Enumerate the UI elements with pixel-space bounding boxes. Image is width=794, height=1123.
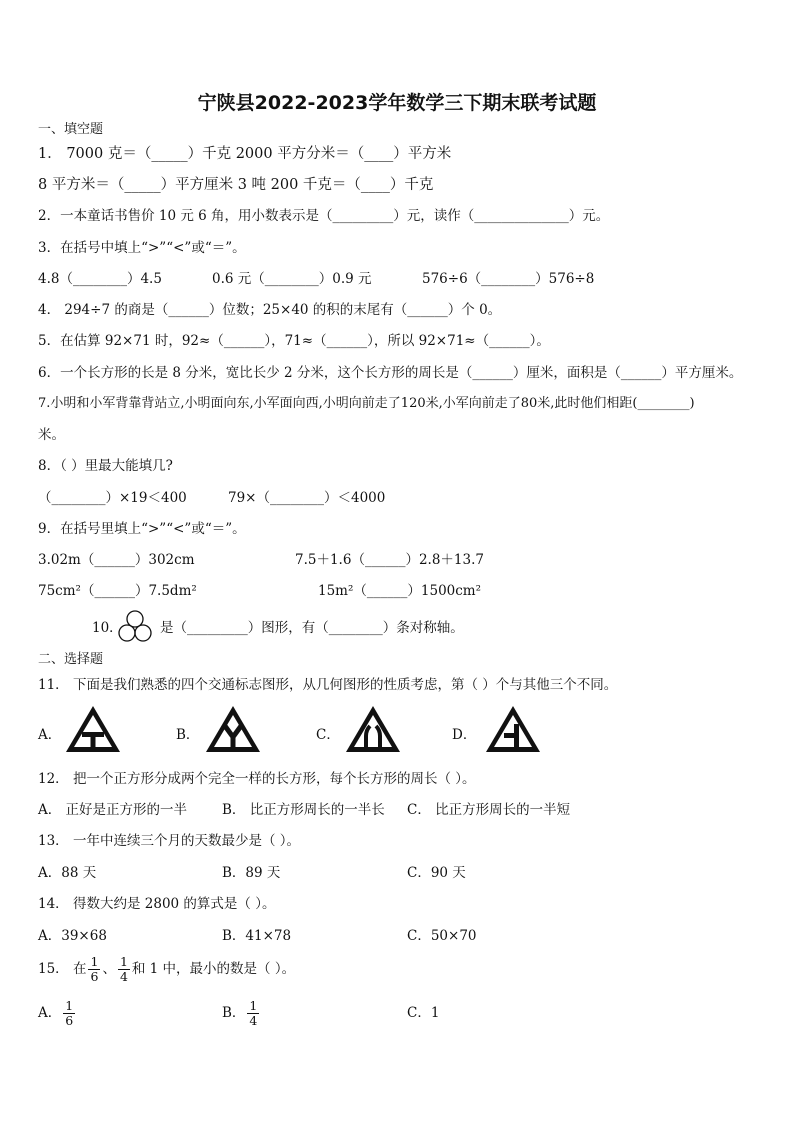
question-9-item: 7.5＋1.6（______）2.8＋13.7 (295, 552, 484, 568)
question-15-suffix: 和 1 中，最小的数是（ ）。 (131, 961, 296, 977)
fraction-one-sixth: $\frac{1}{6}$ (65, 998, 74, 1028)
question-8-item: 79×（________）＜4000 (228, 490, 386, 506)
question-2: 2．一本童话书售价 10 元 6 角，用小数表示是（_________）元，读作（______________）元。 (38, 208, 610, 224)
question-15-prefix: 15． 在 (38, 961, 87, 977)
question-15 (38, 952, 295, 986)
question-11-option-c[interactable]: C． (316, 727, 340, 743)
question-4: 4． 294÷7 的商是（______）位数；25×40 的积的末尾有（______）个 0。 (38, 302, 502, 318)
question-15-separator: 、 (102, 961, 116, 977)
question-3-item: 576÷6（________）576÷8 (422, 271, 595, 287)
page-title: 宁陕县2022-2023学年数学三下期末联考试题 (197, 92, 597, 114)
question-9: 9．在括号里填上“>”“<”或“＝”。 (38, 521, 246, 537)
fraction-one-fourth: $\frac{1}{4}$ (249, 998, 258, 1028)
question-11-option-b[interactable]: B． (176, 727, 200, 743)
three-circles-figure (117, 609, 153, 645)
fraction-one-fourth: $\frac{1}{4}$ (119, 954, 128, 984)
section-fill-in-heading: 一、填空题 (38, 122, 104, 137)
traffic-sign-side-road-icon (484, 704, 542, 754)
question-14-option-a[interactable]: A．39×68 (38, 928, 107, 944)
section-choice-heading: 二、选择题 (38, 652, 104, 667)
question-12-option-b[interactable]: B． 比正方形周长的一半长 (222, 802, 385, 818)
question-9-item: 15m²（______）1500cm² (318, 583, 482, 599)
question-12-option-c[interactable]: C． 比正方形周长的一半短 (407, 802, 571, 818)
question-6: 6．一个长方形的长是 8 分米，宽比长少 2 分米，这个长方形的周长是（______）厘米，面积是（______）平方厘米。 (38, 365, 743, 381)
question-3-item: 0.6 元（________）0.9 元 (212, 271, 372, 287)
question-14-option-c[interactable]: C．50×70 (407, 928, 477, 944)
question-13-option-c[interactable]: C．90 天 (407, 865, 466, 881)
question-15-option-c[interactable]: C．1 (407, 1005, 440, 1021)
question-11-option-d[interactable]: D． (452, 727, 477, 743)
question-8-item: （________）×19＜400 (38, 490, 187, 506)
question-3-item: 4.8（________）4.5 (38, 271, 162, 287)
question-8: 8．（ ）里最大能填几? (38, 458, 173, 474)
question-3: 3．在括号中填上“>”“<”或“＝”。 (38, 240, 246, 256)
traffic-sign-t-junction-icon (64, 704, 122, 754)
question-14: 14． 得数大约是 2800 的算式是（ ）。 (38, 896, 276, 912)
question-10-number: 10． (92, 620, 123, 636)
question-7-line-1: 7.小明和小军背靠背站立,小明面向东,小军面向西,小明向前走了120米,小军向前走了80米,此时他们相距(________) (38, 396, 695, 411)
question-1-line-1: 1． 7000 克＝（_____）千克 2000 平方分米＝（____）平方米 (38, 146, 452, 162)
question-11-option-a[interactable]: A． (38, 727, 62, 743)
traffic-sign-road-narrows-icon (344, 704, 402, 754)
traffic-sign-y-junction-icon (204, 704, 262, 754)
question-1-line-2: 8 平方米＝（_____）平方厘米 3 吨 200 千克＝（____）千克 (38, 177, 434, 193)
fraction-one-sixth: $\frac{1}{6}$ (90, 954, 99, 984)
question-9-item: 3.02m（______）302cm (38, 552, 195, 568)
question-15-option-a[interactable]: A． $\frac{1}{6}$ (38, 998, 74, 1028)
question-11: 11． 下面是我们熟悉的四个交通标志图形，从几何图形的性质考虑，第（ ）个与其他三个不同。 (38, 677, 618, 693)
question-14-option-b[interactable]: B．41×78 (222, 928, 292, 944)
question-12-option-a[interactable]: A． 正好是正方形的一半 (38, 802, 188, 818)
question-12: 12． 把一个正方形分成两个完全一样的长方形，每个长方形的周长（ ）。 (38, 771, 476, 787)
question-15-option-b[interactable]: B． $\frac{1}{4}$ (222, 998, 258, 1028)
question-13-option-a[interactable]: A．88 天 (38, 865, 97, 881)
question-13: 13． 一年中连续三个月的天数最少是（ ）。 (38, 833, 301, 849)
question-5: 5．在估算 92×71 时，92≈（______），71≈（______），所以 92×71≈（______）。 (38, 333, 550, 349)
question-9-item: 75cm²（______）7.5dm² (38, 583, 197, 599)
question-7-line-2: 米。 (38, 427, 65, 443)
question-13-option-b[interactable]: B．89 天 (222, 865, 281, 881)
question-10-text: 是（_________）图形，有（________）条对称轴。 (160, 620, 464, 636)
